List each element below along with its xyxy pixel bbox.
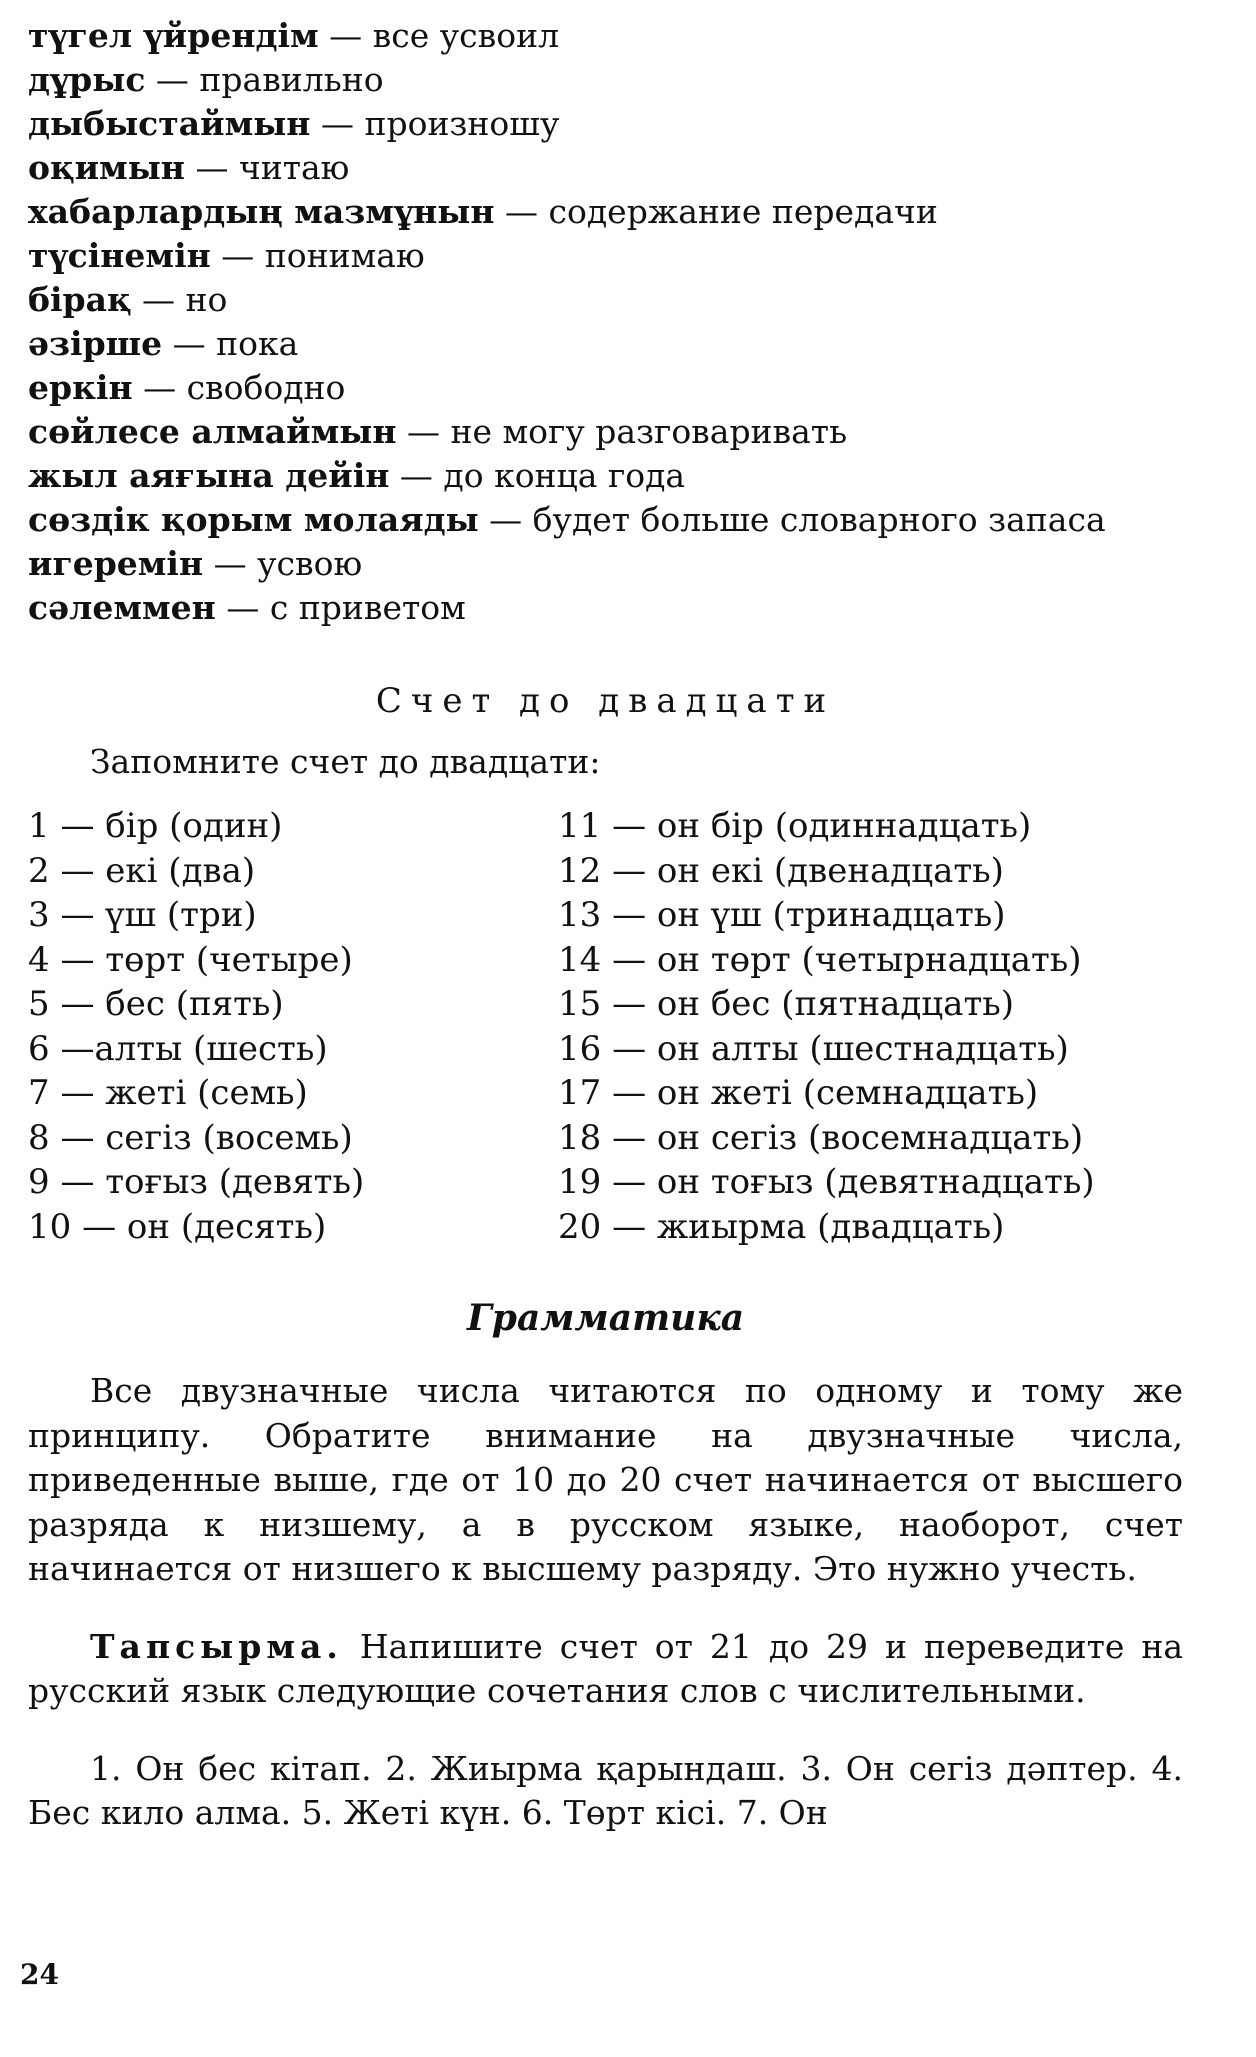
numbers-11-20-column bbox=[558, 804, 1095, 1249]
number-item: 14 — он төрт (четырнадцать) bbox=[558, 939, 1082, 980]
exercise-paragraph: 1. Он бес кітап. 2. Жиырма қарындаш. 3. Он сегіз дәптер. 4. Бес кило алма. 5. Жеті күн. 6. Төрт кісі. 7. Он bbox=[28, 1748, 1183, 1832]
number-item: 19 — он тоғыз (девятнадцать) bbox=[558, 1162, 1095, 1202]
number-item: 10 — он (десять) bbox=[28, 1206, 327, 1247]
vocab-entry: түгел үйрендім — все усвоил bbox=[28, 16, 560, 55]
number-item: 20 — жиырма (двадцать) bbox=[558, 1206, 1005, 1247]
number-item: 7 — жеті (семь) bbox=[28, 1073, 308, 1113]
grammar-paragraph: Все двузначные числа читаются по одному и тому же принципу. Обратите внимание на двузначные числа, приведенные выше, где от 10 до 20 счет начинается от высшего разряда к низшему, а в русском языке, наоборот, счет начинается от низшего к высшему разряду. Это нужно учесть. bbox=[28, 1371, 1183, 1588]
vocab-entry: түсінемін — понимаю bbox=[28, 236, 425, 275]
number-item: 4 — төрт (четыре) bbox=[28, 939, 353, 980]
number-item: 6 —алты (шесть) bbox=[28, 1028, 328, 1069]
vocab-entry: хабарлардың мазмұнын — содержание передачи bbox=[28, 192, 938, 231]
number-item: 3 — үш (три) bbox=[28, 895, 257, 935]
vocab-entry: дұрыс — правильно bbox=[28, 60, 384, 99]
vocab-entry: дыбыстаймын — произношу bbox=[28, 104, 560, 143]
number-item: 13 — он үш (тринадцать) bbox=[558, 895, 1006, 935]
number-item: 5 — бес (пять) bbox=[28, 984, 284, 1024]
number-item: 16 — он алты (шестнадцать) bbox=[558, 1028, 1069, 1069]
page-number: 24 bbox=[20, 1958, 59, 1991]
number-item: 15 — он бес (пятнадцать) bbox=[558, 984, 1015, 1024]
book-page bbox=[28, 14, 1183, 1869]
number-item: 18 — он сегіз (восемнадцать) bbox=[558, 1117, 1084, 1158]
vocabulary-list bbox=[28, 14, 1183, 630]
vocab-entry: еркін — свободно bbox=[28, 368, 346, 407]
number-item: 12 — он екі (двенадцать) bbox=[558, 850, 1004, 891]
number-item: 11 — он бір (одиннадцать) bbox=[558, 806, 1032, 846]
number-item: 2 — екі (два) bbox=[28, 850, 256, 891]
number-item: 9 — тоғыз (девять) bbox=[28, 1162, 365, 1202]
vocab-entry: жыл аяғына дейін — до конца года bbox=[28, 456, 686, 495]
vocab-entry: игеремін — усвою bbox=[28, 544, 363, 583]
numbers-1-10-column bbox=[28, 804, 558, 1249]
vocab-entry: сөйлесе алмаймын — не могу разговаривать bbox=[28, 412, 848, 451]
number-item: 8 — сегіз (восемь) bbox=[28, 1117, 353, 1158]
task-text: Напишите счет от 21 до 29 и переведите на русский язык следующие сочетания слов с числительными. bbox=[28, 1626, 1183, 1710]
vocab-entry: әзірше — пока bbox=[28, 324, 299, 363]
grammar-heading: Грамматика bbox=[466, 1297, 745, 1339]
vocab-entry: сәлеммен — с приветом bbox=[28, 588, 466, 627]
vocab-entry: оқимын — читаю bbox=[28, 148, 350, 187]
vocab-entry: бірақ — но bbox=[28, 280, 228, 319]
counting-section-title: Счет до двадцати bbox=[375, 681, 836, 721]
vocab-entry: сөздік қорым молаяды — будет больше словарного запаса bbox=[28, 500, 1106, 539]
counting-intro: Запомните счет до двадцати: bbox=[90, 742, 601, 781]
task-label: Тапсырма. bbox=[90, 1626, 343, 1666]
number-table bbox=[28, 804, 1183, 1249]
number-item: 1 — бір (один) bbox=[28, 806, 283, 846]
number-item: 17 — он жеті (семнадцать) bbox=[558, 1073, 1039, 1113]
task-paragraph bbox=[28, 1625, 1183, 1714]
